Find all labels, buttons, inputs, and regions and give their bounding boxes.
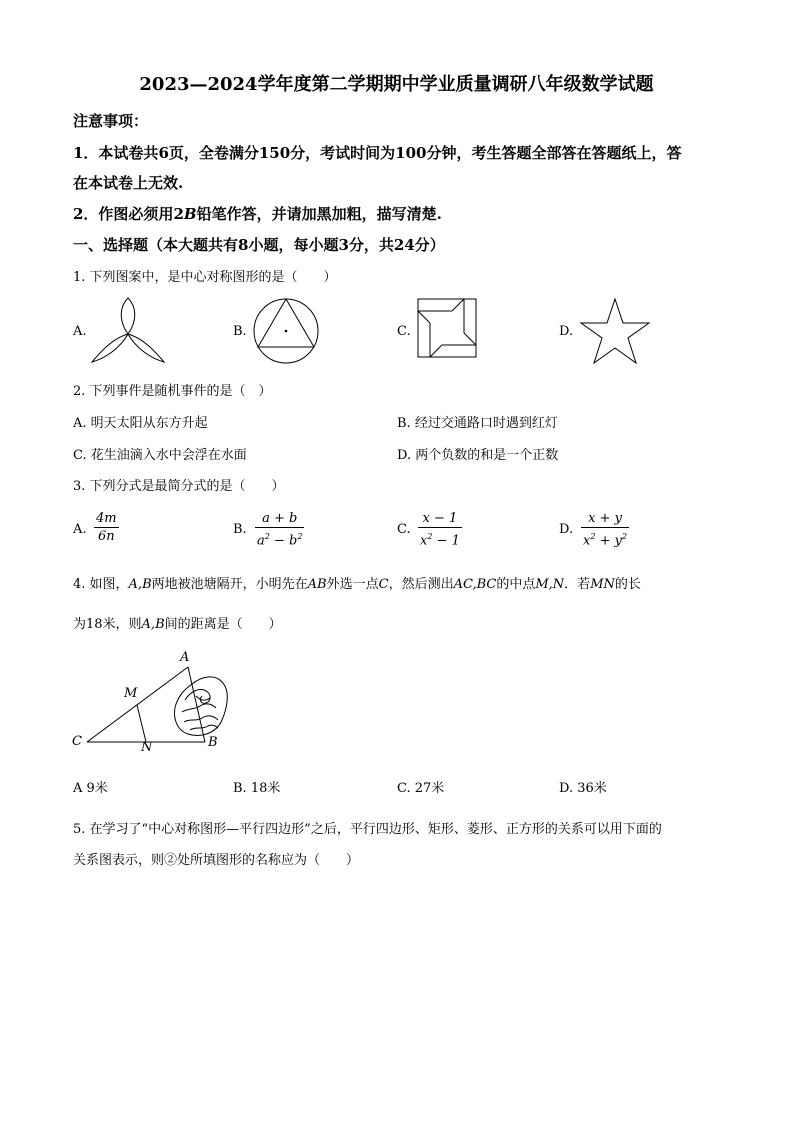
q3-d-denominator: $x^2 + y^2$ (583, 532, 628, 549)
q1-label-c: C. (397, 324, 411, 339)
q4-stem-line-2: 为18米，则A,B间的距离是（ ） (73, 617, 282, 632)
q3-fraction-b (255, 510, 304, 549)
q3-b-denominator: $a^2 - b^2$ (257, 532, 303, 549)
q4-option-d: D. 36米 (559, 781, 607, 796)
pinwheel-square-figure (418, 299, 480, 361)
q3-fraction-d (581, 510, 629, 549)
q3-label-b: B. (233, 522, 247, 537)
notice-item-2-B: B (183, 205, 197, 223)
q1-label-a: A. (73, 324, 87, 339)
q5-stem-line-1: 5. 在学习了“中心对称图形—平行四边形”之后，平行四边形、矩形、菱形、正方形的关系可以用下面的 (73, 822, 662, 837)
q4-stem-line-1: 4. 如图，A,B两地被池塘隔开，小明先在AB外选一点C，然后测出AC,BC的中点M,N．若MN的长 (73, 577, 641, 592)
q1-label-b: B. (233, 324, 247, 339)
notice-item-2-post: 铅笔作答，并请加黑加粗，描写清楚. (196, 205, 442, 223)
q3-d-numerator: x + y (581, 510, 629, 528)
q3-a-denominator: 6n (97, 529, 115, 544)
q4-label-B: B (208, 735, 218, 750)
q4-option-c: C. 27米 (397, 781, 445, 796)
q5-stem-line-2: 关系图表示，则②处所填图形的名称应为（ ） (73, 853, 360, 868)
q4-label-N: N (141, 740, 153, 755)
notice-item-1-line-1: 1．本试卷共6页，全卷满分150分，考试时间为100分钟，考生答题全部答在答题纸上，答 (73, 144, 682, 162)
q3-b-numerator: a + b (255, 510, 304, 528)
q4-label-C: C (72, 734, 82, 749)
notice-heading: 注意事项： (73, 112, 149, 130)
q3-c-numerator: x − 1 (418, 510, 462, 528)
q4-option-a: A 9米 (73, 781, 108, 796)
q3-label-d: D. (559, 522, 574, 537)
q3-label-c: C. (397, 522, 411, 537)
q3-c-denominator: $x^2 - 1$ (420, 532, 460, 549)
trefoil-figure (90, 296, 170, 366)
q4-label-M: M (124, 686, 138, 701)
q2-option-c: C. 花生油滴入水中会浮在水面 (73, 448, 247, 463)
q1-label-d: D. (559, 324, 574, 339)
q3-label-a: A. (73, 522, 87, 537)
q1-stem: 1. 下列图案中，是中心对称图形的是（ ） (73, 270, 337, 285)
section-1-heading: 一、选择题（本大题共有8小题，每小题3分，共24分） (73, 236, 445, 254)
q3-fraction-a (94, 510, 119, 545)
page-title: 2023—2024学年度第二学期期中学业质量调研八年级数学试题 (139, 74, 654, 95)
q2-stem: 2. 下列事件是随机事件的是（ ） (73, 384, 272, 399)
star-figure (580, 298, 652, 368)
notice-item-2 (73, 203, 442, 224)
notice-item-1-line-2: 在本试卷上无效. (73, 174, 184, 192)
notice-item-2-pre: 2．作图必须用2 (73, 205, 184, 223)
q2-option-d: D. 两个负数的和是一个正数 (397, 448, 559, 463)
q4-option-b: B. 18米 (233, 781, 281, 796)
q3-a-numerator: 4m (96, 511, 117, 526)
q2-option-b: B. 经过交通路口时遇到红灯 (397, 416, 558, 431)
q4-label-A: A (180, 650, 190, 665)
q3-stem: 3. 下列分式是最简分式的是（ ） (73, 479, 285, 494)
circle-triangle-figure (253, 297, 323, 367)
q3-fraction-c (418, 510, 462, 549)
q2-option-a: A. 明天太阳从东方升起 (73, 416, 208, 431)
